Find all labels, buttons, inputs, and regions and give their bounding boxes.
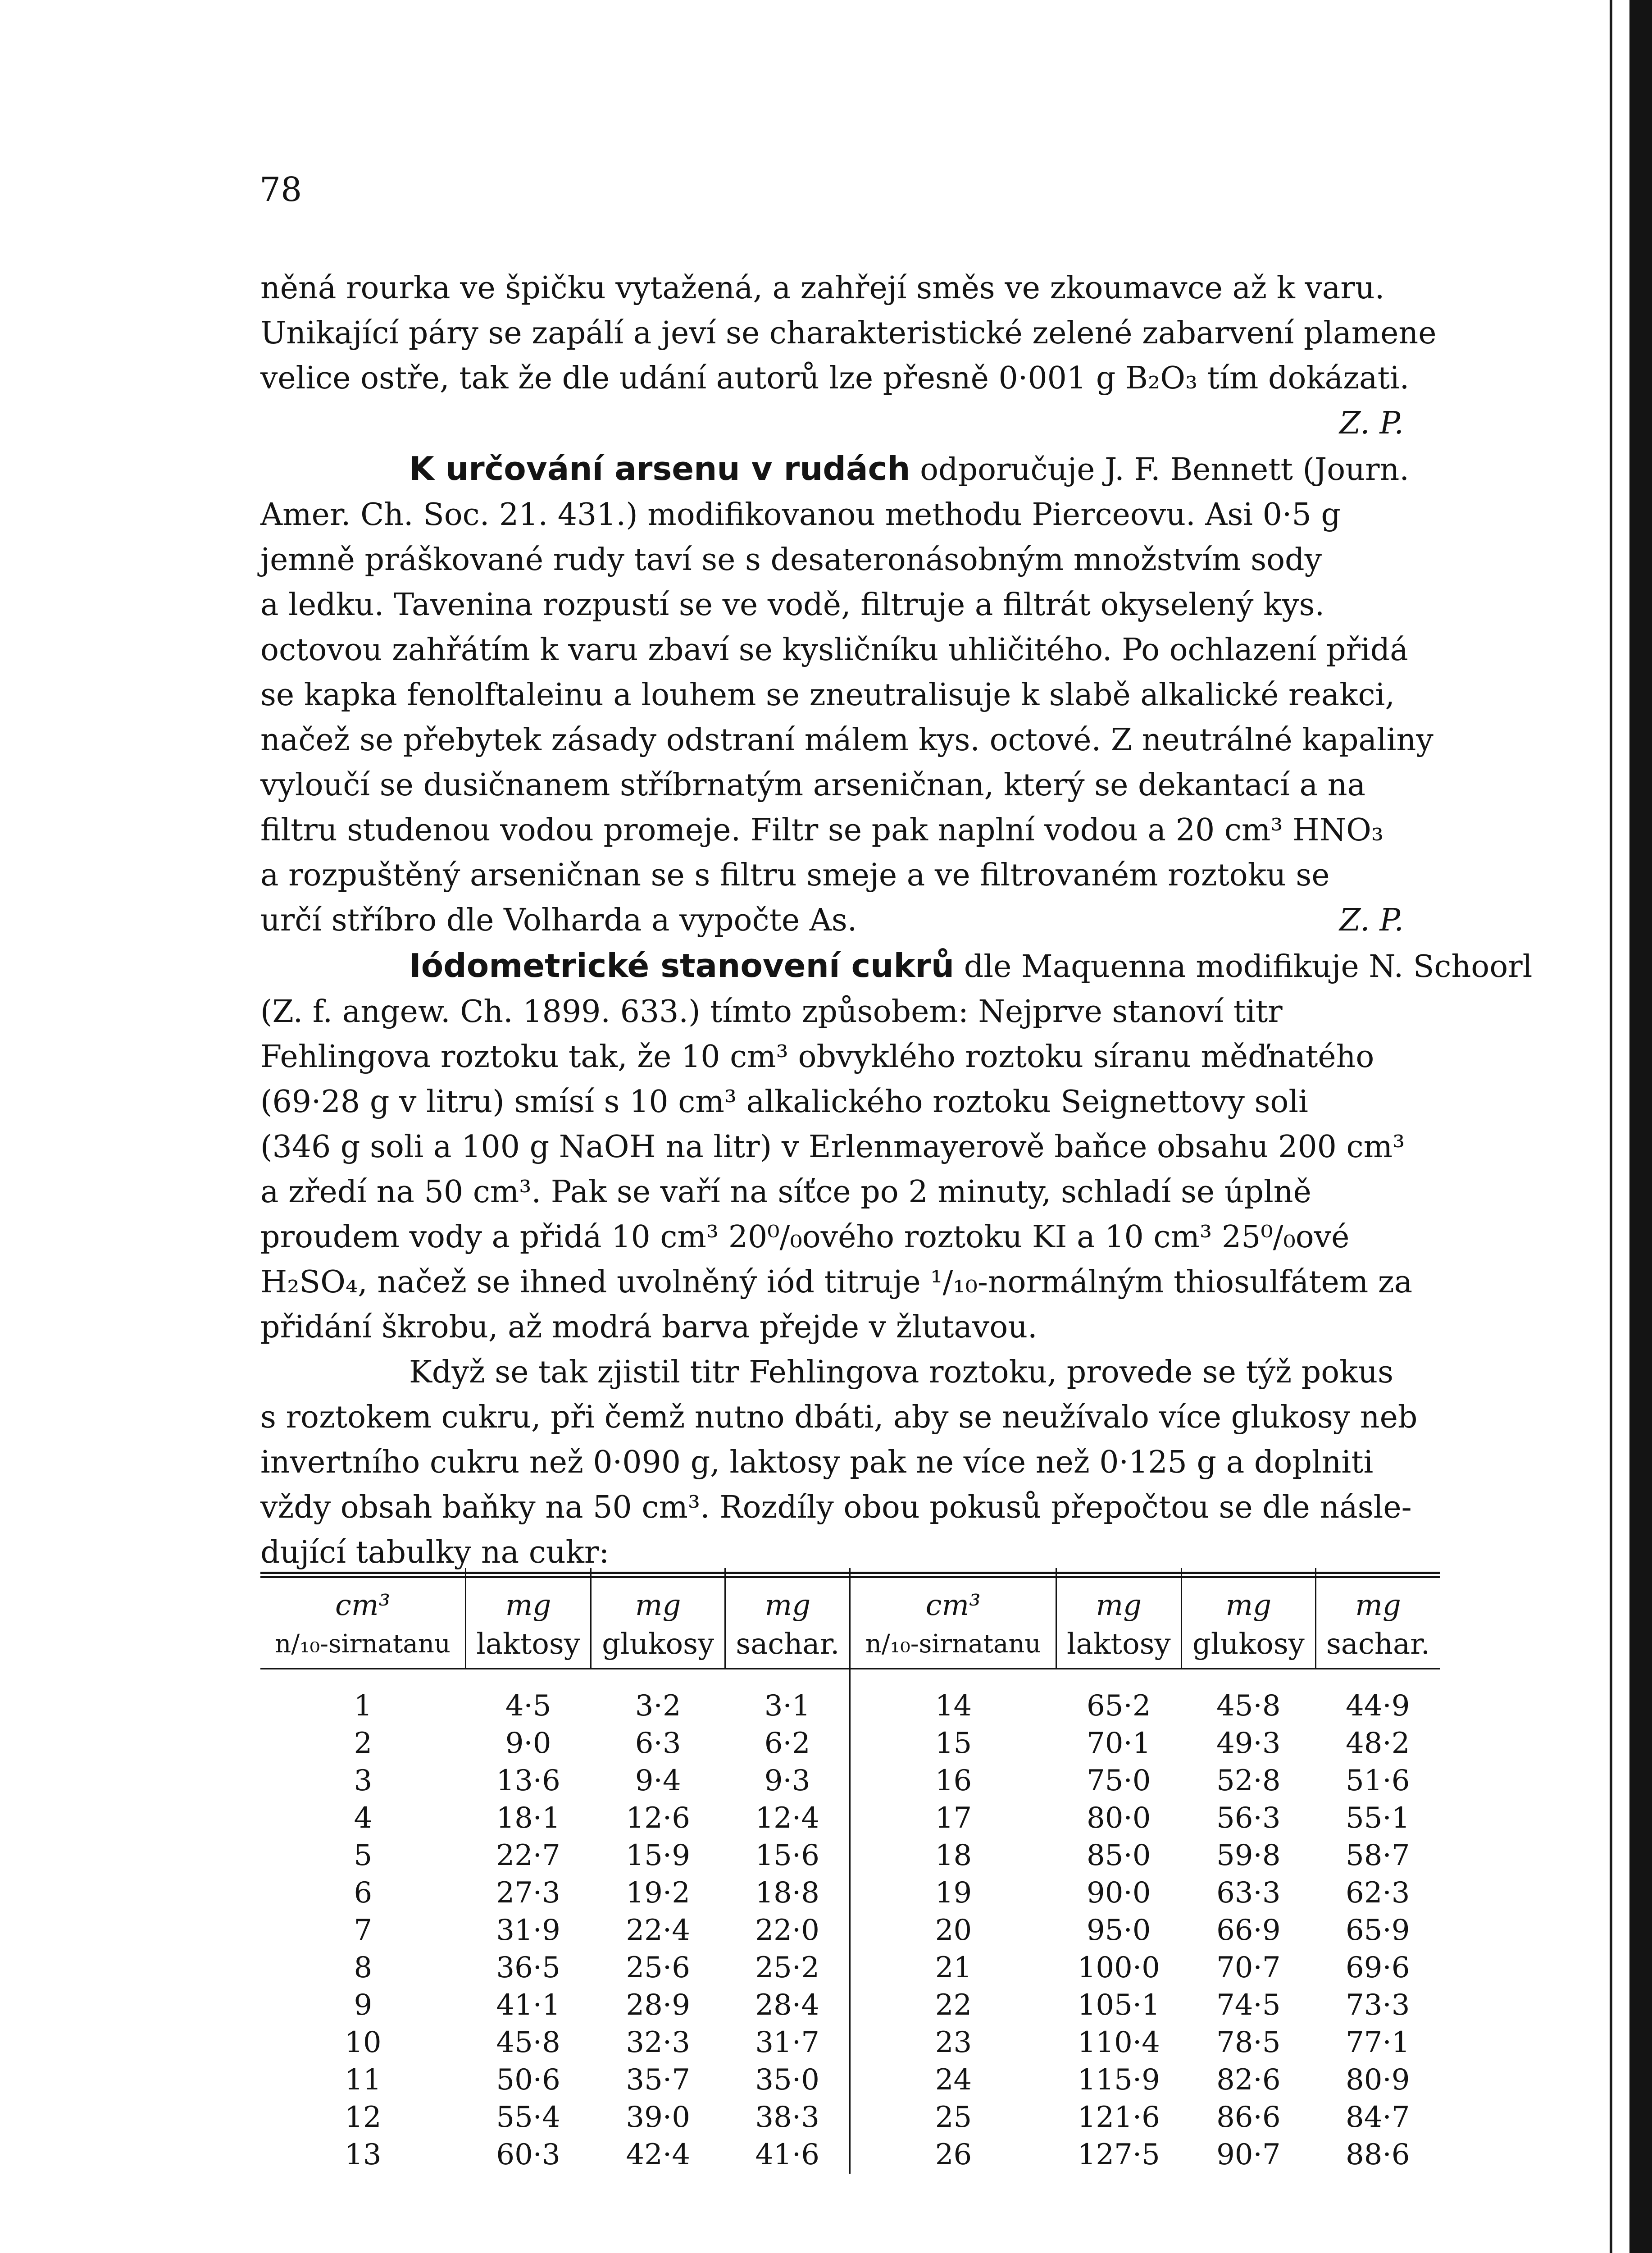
table-cell: 25 <box>935 2101 972 2134</box>
table-cell: 42·4 <box>626 2138 690 2171</box>
text-line: invertního cukru než 0·090 g, laktosy pak ne více než 0·125 g a doplniti <box>260 1445 1374 1480</box>
text-line: dující tabulky na cukr: <box>260 1535 610 1570</box>
table-cell: 65·9 <box>1346 1914 1410 1947</box>
table-cell: 17 <box>935 1801 972 1835</box>
table-cell: 88·6 <box>1346 2138 1410 2171</box>
text-line: vždy obsah baňky na 50 cm³. Rozdíly obou pokusů přepočtou se dle násle- <box>260 1490 1412 1525</box>
table-row <box>260 2099 1440 2136</box>
table-cell: 18·8 <box>725 1874 850 1912</box>
table-row <box>260 1837 1440 1874</box>
table-cell: 63·3 <box>1216 1876 1281 1910</box>
column-header <box>1056 1568 1181 1669</box>
table-cell: 52·8 <box>1216 1764 1281 1797</box>
table-cell: 90·7 <box>1216 2138 1281 2171</box>
table-cell: 44·9 <box>1346 1689 1410 1723</box>
table-cell: 6 <box>354 1876 373 1910</box>
table-cell: 31·7 <box>725 2024 850 2061</box>
table-cell: 15·6 <box>725 1837 850 1874</box>
table-cell: 32·3 <box>626 2026 690 2059</box>
table-cell: 18·1 <box>496 1801 560 1835</box>
column-label: n/₁₀-sirnatanu <box>865 1629 1041 1659</box>
table-cell: 15·9 <box>626 1839 690 1872</box>
table-row <box>260 1987 1440 2024</box>
table-cell: 80·0 <box>1087 1801 1151 1835</box>
table-cell: 11 <box>345 2063 382 2097</box>
table-cell: 2 <box>354 1727 373 1760</box>
column-unit: mg <box>505 1589 551 1622</box>
table-cell: 70·1 <box>1087 1727 1151 1760</box>
column-label: sachar. <box>736 1628 840 1661</box>
table-row <box>260 1762 1440 1800</box>
table-cell: 9·0 <box>505 1727 551 1760</box>
table-cell: 56·3 <box>1216 1801 1281 1835</box>
table-row <box>260 1800 1440 1837</box>
table-cell: 84·7 <box>1346 2101 1410 2134</box>
table-cell: 9·3 <box>725 1762 850 1800</box>
table-body <box>260 1669 1440 2174</box>
table-row <box>260 2024 1440 2061</box>
paragraph-intro <box>260 266 1440 401</box>
column-label: sachar. <box>1326 1628 1430 1661</box>
text-line: Když se tak zjistil titr Fehlingova roztoku, provede se týž pokus <box>409 1355 1394 1390</box>
table-cell: 39·0 <box>626 2101 690 2134</box>
table-cell: 6·3 <box>635 1727 681 1760</box>
text-span: určí stříbro dle Volharda a vypočte As. <box>260 903 857 938</box>
text-line: s roztokem cukru, při čemž nutno dbáti, aby se neužívalo více glukosy neb <box>260 1400 1418 1435</box>
table-cell: 7 <box>354 1914 373 1947</box>
signature: Z. P. <box>1339 903 1404 938</box>
table-cell: 50·6 <box>496 2063 560 2097</box>
text-line: a ledku. Tavenina rozpustí se ve vodě, filtruje a filtrát okyselený kys. <box>260 587 1325 623</box>
table-cell: 13 <box>345 2138 382 2171</box>
column-unit: cm³ <box>925 1589 981 1622</box>
column-label: n/₁₀-sirnatanu <box>275 1629 451 1659</box>
table-cell: 86·6 <box>1216 2101 1281 2134</box>
table-cell: 45·8 <box>496 2026 560 2059</box>
text-line: (69·28 g v litru) smísí s 10 cm³ alkalického roztoku Seignettovy soli <box>260 1084 1308 1120</box>
table-cell: 75·0 <box>1087 1764 1151 1797</box>
table-row <box>260 1874 1440 1912</box>
table-cell: 35·7 <box>626 2063 690 2097</box>
text-span: dle Maquenna modifikuje N. Schoorl <box>954 949 1533 985</box>
text-line: H₂SO₄, načež se ihned uvolněný iód titruje ¹/₁₀-normálným thiosulfátem za <box>260 1264 1413 1300</box>
table-cell: 80·9 <box>1346 2063 1410 2097</box>
column-unit: mg <box>765 1589 811 1622</box>
table-cell: 85·0 <box>1087 1839 1151 1872</box>
text-line: filtru studenou vodou promeje. Filtr se pak naplní vodou a 20 cm³ HNO₃ <box>260 812 1384 848</box>
page-edge-shadow <box>1629 0 1652 2253</box>
table-cell: 19 <box>935 1876 972 1910</box>
table-cell: 12·4 <box>725 1800 850 1837</box>
table-cell: 24 <box>935 2063 972 2097</box>
table-cell: 38·3 <box>725 2099 850 2136</box>
column-label: glukosy <box>602 1628 715 1661</box>
column-unit: cm³ <box>335 1589 391 1622</box>
table-cell: 70·7 <box>1216 1951 1281 1984</box>
table-cell: 9 <box>354 1988 373 2022</box>
table-cell: 36·5 <box>496 1951 560 1984</box>
section-heading: K určování arsenu v rudách <box>409 450 910 488</box>
table-cell: 65·2 <box>1087 1689 1151 1723</box>
section-heading: Iódometrické stanovení cukrů <box>409 947 955 985</box>
table-cell: 115·9 <box>1077 2063 1160 2097</box>
table-cell: 8 <box>354 1951 373 1984</box>
text-line: a rozpuštěný arseničnan se s filtru smeje a ve filtrovaném roztoku se <box>260 857 1330 893</box>
table-cell: 31·9 <box>496 1914 560 1947</box>
table-cell: 27·3 <box>496 1876 560 1910</box>
column-header <box>466 1568 591 1669</box>
table-cell: 82·6 <box>1216 2063 1281 2097</box>
table-row <box>260 2061 1440 2099</box>
table-row <box>260 1912 1440 1949</box>
sugar-table <box>260 1568 1440 2174</box>
text-line: jemně práškované rudy taví se s desateronásobným množstvím sody <box>260 542 1322 578</box>
table-row <box>260 2136 1440 2174</box>
text-line: velice ostře, tak že dle udání autorů lze přesně 0·001 g B₂O₃ tím dokázati. <box>260 360 1410 396</box>
column-unit: mg <box>1355 1589 1401 1622</box>
table-cell: 28·9 <box>626 1988 690 2022</box>
page-edge-line <box>1610 0 1612 2253</box>
table-cell: 48·2 <box>1346 1727 1410 1760</box>
text-line: octovou zahřátím k varu zbaví se kysličníku uhličitého. Po ochlazení přidá <box>260 632 1408 668</box>
table-cell: 110·4 <box>1077 2026 1160 2059</box>
table-cell: 3 <box>354 1764 373 1797</box>
column-header <box>1181 1568 1315 1669</box>
column-header <box>850 1568 1056 1669</box>
table-cell: 22·4 <box>626 1914 690 1947</box>
table-cell: 69·6 <box>1346 1951 1410 1984</box>
table-cell: 20 <box>935 1914 972 1947</box>
table-cell: 77·1 <box>1346 2026 1410 2059</box>
table-row <box>260 1725 1440 1762</box>
table-cell: 4·5 <box>505 1689 551 1723</box>
table-cell: 66·9 <box>1216 1914 1281 1947</box>
table-cell: 74·5 <box>1216 1988 1281 2022</box>
text-line: něná rourka ve špičku vytažená, a zahřejí směs ve zkoumavce až k varu. <box>260 270 1385 306</box>
text-line: vyloučí se dusičnanem stříbrnatým arseničnan, který se dekantací a na <box>260 767 1366 803</box>
text-line <box>260 943 1533 990</box>
table-row <box>260 1949 1440 1987</box>
table-cell: 16 <box>935 1764 972 1797</box>
table-row <box>260 1669 1440 1725</box>
table-cell: 12 <box>345 2101 382 2134</box>
table-cell: 55·4 <box>496 2101 560 2134</box>
table-cell: 100·0 <box>1077 1951 1160 1984</box>
paragraph-followup <box>260 1350 1440 1575</box>
table-cell: 62·3 <box>1346 1876 1410 1910</box>
text-line: (Z. f. angew. Ch. 1899. 633.) tímto způsobem: Nejprve stanoví titr <box>260 994 1283 1030</box>
table-cell: 49·3 <box>1216 1727 1281 1760</box>
table-cell: 59·8 <box>1216 1839 1281 1872</box>
text-line: (346 g soli a 100 g NaOH na litr) v Erlenmayerově baňce obsahu 200 cm³ <box>260 1129 1405 1165</box>
column-label: laktosy <box>476 1628 580 1661</box>
table-cell: 73·3 <box>1346 1988 1410 2022</box>
table-cell: 5 <box>354 1839 373 1872</box>
table-cell: 10 <box>345 2026 382 2059</box>
table-cell: 12·6 <box>626 1801 690 1835</box>
table-cell: 3·2 <box>635 1689 681 1723</box>
text-line: přidání škrobu, až modrá barva přejde v žlutavou. <box>260 1309 1038 1345</box>
column-unit: mg <box>1225 1589 1272 1622</box>
table-cell: 58·7 <box>1346 1839 1410 1872</box>
table-cell: 15 <box>935 1727 972 1760</box>
table-cell: 127·5 <box>1077 2138 1160 2171</box>
table-cell: 22·0 <box>725 1912 850 1949</box>
text-line: Unikající páry se zapálí a jeví se charakteristické zelené zabarvení plamene <box>260 315 1437 351</box>
table-cell: 9·4 <box>635 1764 681 1797</box>
table-cell: 18 <box>935 1839 972 1872</box>
table-cell: 41·6 <box>725 2136 850 2174</box>
table-cell: 21 <box>935 1951 972 1984</box>
column-header <box>260 1568 466 1669</box>
table-cell: 3·1 <box>725 1669 850 1725</box>
column-header <box>591 1568 725 1669</box>
table-cell: 121·6 <box>1077 2101 1160 2134</box>
table-cell: 90·0 <box>1087 1876 1151 1910</box>
table-cell: 26 <box>935 2138 972 2171</box>
text-line: načež se přebytek zásady odstraní málem kys. octové. Z neutrálné kapaliny <box>260 722 1434 758</box>
section-arsen <box>260 446 1440 943</box>
column-label: laktosy <box>1066 1628 1171 1661</box>
text-line <box>260 446 1440 493</box>
page-number: 78 <box>259 170 302 209</box>
section-sugar <box>260 943 1533 1350</box>
table-cell: 60·3 <box>496 2138 560 2171</box>
body-text <box>260 266 1533 1575</box>
column-label: glukosy <box>1192 1628 1305 1661</box>
table-cell: 4 <box>354 1801 373 1835</box>
table-cell: 41·1 <box>496 1988 560 2022</box>
table-cell: 13·6 <box>496 1764 560 1797</box>
column-unit: mg <box>1096 1589 1142 1622</box>
column-unit: mg <box>635 1589 681 1622</box>
text-line: proudem vody a přidá 10 cm³ 20⁰/₀ového roztoku KI a 10 cm³ 25⁰/₀ové <box>260 1219 1350 1255</box>
table-cell: 45·8 <box>1216 1689 1281 1723</box>
table-cell: 6·2 <box>725 1725 850 1762</box>
text-line: se kapka fenolftaleinu a louhem se zneutralisuje k slabě alkalické reakci, <box>260 677 1395 713</box>
table-cell: 22·7 <box>496 1839 560 1872</box>
signature: Z. P. <box>1339 406 1404 441</box>
table-cell: 105·1 <box>1077 1988 1160 2022</box>
table-cell: 25·6 <box>626 1951 690 1984</box>
text-line: Fehlingova roztoku tak, že 10 cm³ obvyklého roztoku síranu měďnatého <box>260 1039 1374 1075</box>
table-cell: 22 <box>935 1988 972 2022</box>
table-cell: 55·1 <box>1346 1801 1410 1835</box>
table-cell: 1 <box>354 1689 373 1723</box>
table-cell: 23 <box>935 2026 972 2059</box>
table-cell: 19·2 <box>626 1876 690 1910</box>
table-cell: 28·4 <box>725 1987 850 2024</box>
text-span: odporučuje J. F. Bennett (Journ. <box>910 452 1409 488</box>
table-cell: 78·5 <box>1216 2026 1281 2059</box>
column-header <box>1316 1568 1440 1669</box>
table-cell: 95·0 <box>1087 1914 1151 1947</box>
text-line <box>260 898 1440 943</box>
table-cell: 25·2 <box>725 1949 850 1987</box>
column-header <box>725 1568 850 1669</box>
table-cell: 51·6 <box>1346 1764 1410 1797</box>
table-cell: 35·0 <box>725 2061 850 2099</box>
text-line: a zředí na 50 cm³. Pak se vaří na síťce po 2 minuty, schladí se úplně <box>260 1174 1311 1210</box>
table-cell: 14 <box>935 1689 972 1723</box>
table-header-row <box>260 1568 1440 1669</box>
text-line: Amer. Ch. Soc. 21. 431.) modifikovanou methodu Pierceovu. Asi 0·5 g <box>260 497 1341 533</box>
